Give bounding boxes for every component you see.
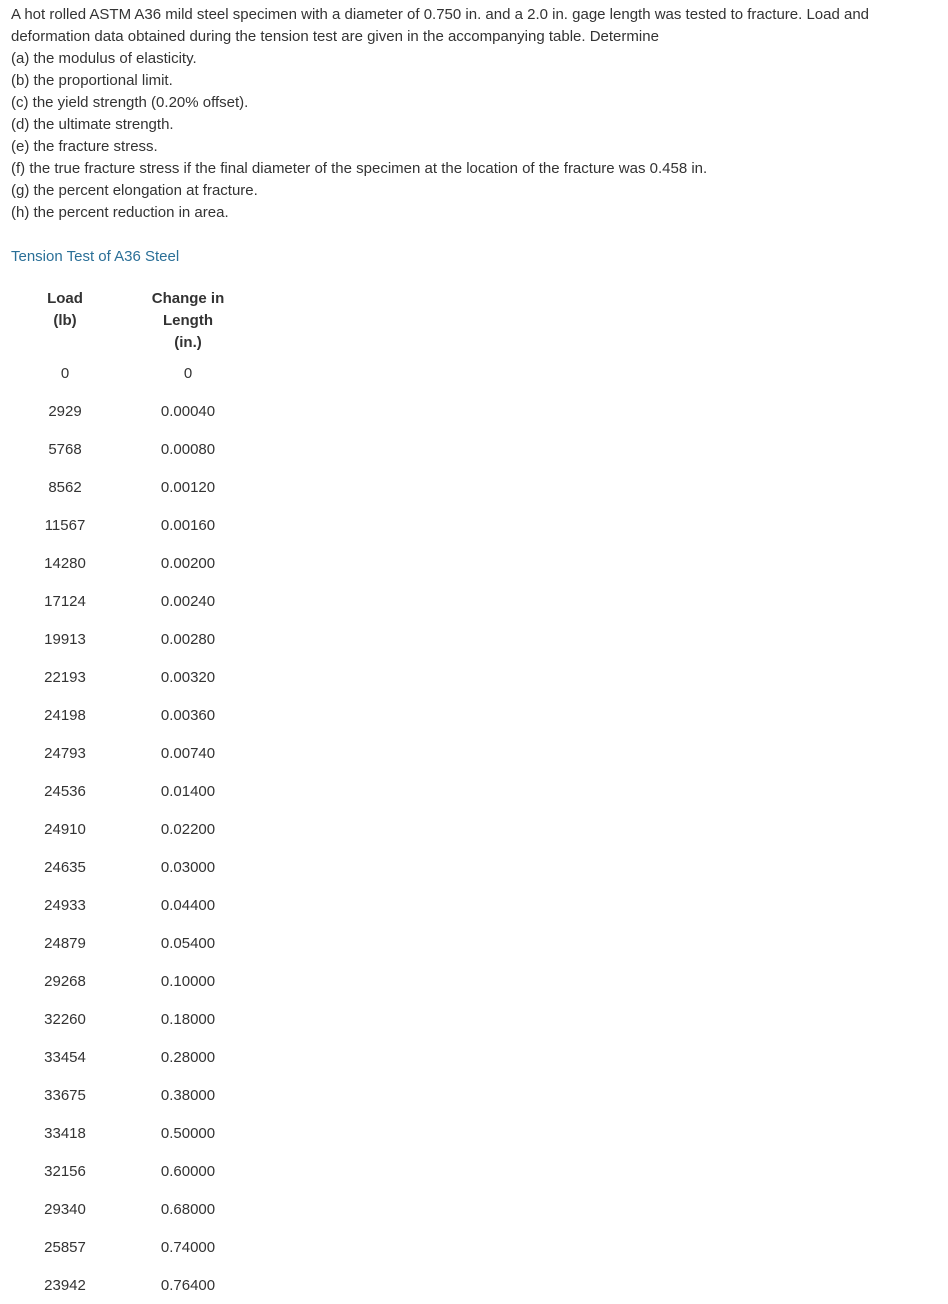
cell-load: 11567 bbox=[44, 516, 86, 534]
cell-change-in-length: 0.05400 bbox=[160, 934, 216, 952]
question-part: (f) the true fracture stress if the final diameter of the specimen at the location of the fracture was 0.458 in. bbox=[11, 160, 708, 177]
table-body bbox=[18, 354, 264, 1304]
column-header-change-line1: Change in Length bbox=[151, 290, 225, 329]
column-header-load: Load (lb) bbox=[47, 290, 83, 329]
table-row bbox=[18, 1228, 264, 1266]
cell-load: 29268 bbox=[44, 972, 86, 990]
cell-load: 24536 bbox=[44, 782, 86, 800]
cell-change-in-length: 0.00280 bbox=[160, 630, 216, 648]
question-part: (c) the yield strength (0.20% offset). bbox=[11, 94, 249, 111]
cell-load: 19913 bbox=[44, 630, 86, 648]
cell-change-in-length: 0.00320 bbox=[160, 668, 216, 686]
cell-load: 24198 bbox=[44, 706, 86, 724]
question-part: (e) the fracture stress. bbox=[11, 138, 158, 155]
cell-change-in-length: 0.00360 bbox=[160, 706, 216, 724]
table-row bbox=[18, 620, 264, 658]
cell-load: 33418 bbox=[44, 1124, 86, 1142]
cell-change-in-length: 0.04400 bbox=[160, 896, 216, 914]
question-part: (g) the percent elongation at fracture. bbox=[11, 182, 258, 199]
cell-load: 8562 bbox=[48, 478, 82, 496]
cell-change-in-length: 0.00200 bbox=[160, 554, 216, 572]
cell-load: 14280 bbox=[44, 554, 86, 572]
cell-load: 24793 bbox=[44, 744, 86, 762]
table-row bbox=[18, 1076, 264, 1114]
column-header-change-line2: (in.) bbox=[174, 334, 202, 351]
table-row bbox=[18, 1152, 264, 1190]
cell-change-in-length: 0.00160 bbox=[160, 516, 216, 534]
cell-change-in-length: 0.02200 bbox=[160, 820, 216, 838]
cell-load: 0 bbox=[60, 364, 70, 382]
problem-text bbox=[11, 4, 931, 224]
table-row bbox=[18, 886, 264, 924]
table-row bbox=[18, 962, 264, 1000]
cell-load: 24933 bbox=[44, 896, 86, 914]
table-row bbox=[18, 354, 264, 392]
cell-load: 32156 bbox=[44, 1162, 86, 1180]
cell-change-in-length: 0.03000 bbox=[160, 858, 216, 876]
cell-load: 2929 bbox=[48, 402, 82, 420]
cell-change-in-length: 0.18000 bbox=[160, 1010, 216, 1028]
question-part: (b) the proportional limit. bbox=[11, 72, 173, 89]
question-part: (h) the percent reduction in area. bbox=[11, 204, 229, 221]
table-row bbox=[18, 430, 264, 468]
cell-load: 33675 bbox=[44, 1086, 86, 1104]
cell-load: 32260 bbox=[44, 1010, 86, 1028]
table-row bbox=[18, 734, 264, 772]
question-part: (a) the modulus of elasticity. bbox=[11, 50, 197, 67]
column-header-change-in-length bbox=[112, 288, 264, 354]
table-header-row bbox=[18, 288, 264, 354]
table-row bbox=[18, 1038, 264, 1076]
cell-load: 24879 bbox=[44, 934, 86, 952]
cell-change-in-length: 0.00120 bbox=[160, 478, 216, 496]
question-part: (d) the ultimate strength. bbox=[11, 116, 174, 133]
table-row bbox=[18, 696, 264, 734]
table-row bbox=[18, 924, 264, 962]
cell-change-in-length: 0 bbox=[183, 364, 193, 382]
cell-load: 33454 bbox=[44, 1048, 86, 1066]
table-row bbox=[18, 658, 264, 696]
cell-change-in-length: 0.68000 bbox=[160, 1200, 216, 1218]
cell-change-in-length: 0.00740 bbox=[160, 744, 216, 762]
table-row bbox=[18, 582, 264, 620]
cell-load: 24635 bbox=[44, 858, 86, 876]
cell-change-in-length: 0.50000 bbox=[160, 1124, 216, 1142]
table-row bbox=[18, 1266, 264, 1304]
cell-load: 29340 bbox=[44, 1200, 86, 1218]
problem-statement: A hot rolled ASTM A36 mild steel specimen with a diameter of 0.750 in. and a 2.0 in. gage length was tested to fracture. Load and deformation data obtained during the tension test are given in the accompanying table. Determine bbox=[11, 6, 870, 45]
cell-change-in-length: 0.10000 bbox=[160, 972, 216, 990]
table-row bbox=[18, 1000, 264, 1038]
table-row bbox=[18, 1114, 264, 1152]
table-caption: Tension Test of A36 Steel bbox=[11, 248, 180, 265]
table-row bbox=[18, 506, 264, 544]
table-row bbox=[18, 1190, 264, 1228]
cell-change-in-length: 0.01400 bbox=[160, 782, 216, 800]
cell-change-in-length: 0.38000 bbox=[160, 1086, 216, 1104]
cell-change-in-length: 0.00040 bbox=[160, 402, 216, 420]
table-row bbox=[18, 810, 264, 848]
cell-change-in-length: 0.60000 bbox=[160, 1162, 216, 1180]
cell-load: 23942 bbox=[44, 1276, 86, 1294]
cell-change-in-length: 0.00240 bbox=[160, 592, 216, 610]
cell-load: 25857 bbox=[44, 1238, 86, 1256]
table-row bbox=[18, 392, 264, 430]
cell-load: 24910 bbox=[44, 820, 86, 838]
table-row bbox=[18, 544, 264, 582]
cell-load: 17124 bbox=[44, 592, 86, 610]
cell-load: 5768 bbox=[48, 440, 82, 458]
tension-test-table bbox=[18, 288, 264, 1304]
table-row bbox=[18, 468, 264, 506]
cell-load: 22193 bbox=[44, 668, 86, 686]
cell-change-in-length: 0.74000 bbox=[160, 1238, 216, 1256]
table-row bbox=[18, 848, 264, 886]
table-row bbox=[18, 772, 264, 810]
cell-change-in-length: 0.00080 bbox=[160, 440, 216, 458]
cell-change-in-length: 0.28000 bbox=[160, 1048, 216, 1066]
cell-change-in-length: 0.76400 bbox=[160, 1276, 216, 1294]
question-parts-list bbox=[11, 48, 931, 224]
